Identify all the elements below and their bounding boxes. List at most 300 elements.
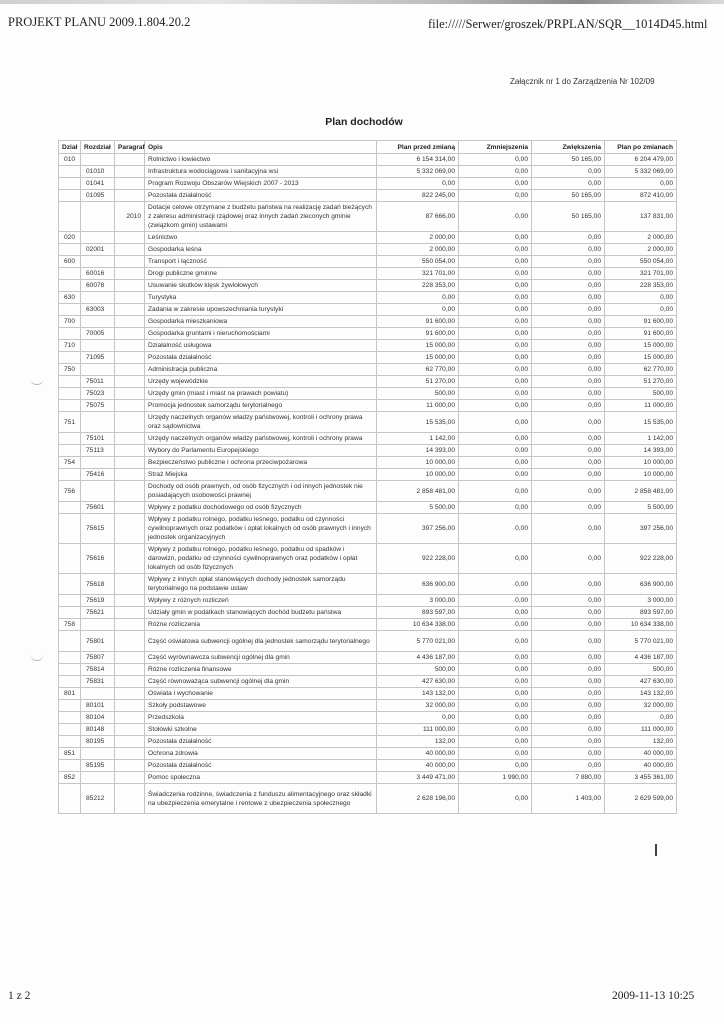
table-row <box>59 514 677 544</box>
cell-opis: Pozostała działalność <box>145 736 377 748</box>
cell-dzial <box>59 244 81 256</box>
table-row <box>59 676 677 688</box>
cell-paragraf <box>115 724 145 736</box>
cell-rozdzial: 80195 <box>81 736 115 748</box>
table-row <box>59 244 677 256</box>
cell-paragraf <box>115 688 145 700</box>
cell-zmniejszenia: 0,00 <box>459 607 532 619</box>
cell-zmniejszenia: 0,00 <box>459 631 532 652</box>
cell-opis: Urzędy naczelnych organów władzy państwowej, kontroli i ochrony prawa <box>145 433 377 445</box>
cell-plan-po: 5 500,00 <box>605 502 677 514</box>
print-header-url: file://///Serwer/groszek/PRPLAN/SQR__1014D45.html <box>428 17 708 31</box>
cell-zwiekszenia: 0,00 <box>532 166 605 178</box>
cell-dzial: 756 <box>59 481 81 502</box>
cell-plan-po: 3 000,00 <box>605 595 677 607</box>
cell-zmniejszenia: 0,00 <box>459 457 532 469</box>
cell-plan-po: 51 270,00 <box>605 376 677 388</box>
cell-paragraf <box>115 502 145 514</box>
cell-zwiekszenia: 0,00 <box>532 304 605 316</box>
cell-zwiekszenia: 0,00 <box>532 712 605 724</box>
cell-plan-po: 500,00 <box>605 664 677 676</box>
cell-dzial <box>59 784 81 814</box>
cell-zmniejszenia: 0,00 <box>459 445 532 457</box>
cell-opis: Dotacje celowe otrzymane z budżetu państwa na realizację zadań bieżących z zakresu administracji rządowej oraz innych zadań zleconych gminie (związkom gmin) ustawami <box>145 202 377 232</box>
cell-plan-po: 0,00 <box>605 292 677 304</box>
table-row <box>59 700 677 712</box>
table-row <box>59 457 677 469</box>
cell-plan-po: 4 436 187,00 <box>605 652 677 664</box>
punch-hole-mark <box>30 370 44 385</box>
table-row <box>59 748 677 760</box>
cell-zmniejszenia: 0,00 <box>459 712 532 724</box>
cell-opis: Oświata i wychowanie <box>145 688 377 700</box>
punch-hole-mark <box>30 646 44 661</box>
cell-zwiekszenia: 50 165,00 <box>532 202 605 232</box>
table-row <box>59 190 677 202</box>
cell-plan-przed: 91 600,00 <box>377 316 459 328</box>
cell-zmniejszenia: 0,00 <box>459 469 532 481</box>
cell-paragraf <box>115 544 145 574</box>
cell-rozdzial <box>81 412 115 433</box>
cell-opis: Turystyka <box>145 292 377 304</box>
cell-zmniejszenia: 0,00 <box>459 700 532 712</box>
cell-zmniejszenia: 0,00 <box>459 388 532 400</box>
cell-plan-przed: 11 000,00 <box>377 400 459 412</box>
cell-dzial: 852 <box>59 772 81 784</box>
table-row <box>59 631 677 652</box>
cell-opis: Gospodarka mieszkaniowa <box>145 316 377 328</box>
cell-plan-po: 228 353,00 <box>605 280 677 292</box>
cell-plan-po: 427 630,00 <box>605 676 677 688</box>
cell-paragraf <box>115 664 145 676</box>
cell-paragraf <box>115 190 145 202</box>
cell-plan-po: 397 256,00 <box>605 514 677 544</box>
table-row <box>59 652 677 664</box>
cell-zmniejszenia: 0,00 <box>459 244 532 256</box>
cell-opis: Różne rozliczenia finansowe <box>145 664 377 676</box>
print-datetime: 2009-11-13 10:25 <box>612 990 695 1002</box>
cell-rozdzial: 75101 <box>81 433 115 445</box>
cell-rozdzial <box>81 232 115 244</box>
cell-plan-po: 0,00 <box>605 712 677 724</box>
cell-zmniejszenia: 0,00 <box>459 340 532 352</box>
table-row <box>59 469 677 481</box>
cell-dzial <box>59 652 81 664</box>
cell-dzial <box>59 400 81 412</box>
cell-rozdzial <box>81 481 115 502</box>
cell-zmniejszenia: 0,00 <box>459 724 532 736</box>
cell-rozdzial <box>81 256 115 268</box>
cell-opis: Część oświatowa subwencji ogólnej dla jednostek samorządu terytorialnego <box>145 631 377 652</box>
cell-dzial <box>59 268 81 280</box>
cell-zwiekszenia: 0,00 <box>532 268 605 280</box>
cell-dzial: 758 <box>59 619 81 631</box>
cell-plan-po: 15 000,00 <box>605 352 677 364</box>
cell-dzial: 751 <box>59 412 81 433</box>
cell-plan-po: 5 332 069,00 <box>605 166 677 178</box>
cell-opis: Wybory do Parlamentu Europejskiego <box>145 445 377 457</box>
table-row <box>59 232 677 244</box>
cell-opis: Udziały gmin w podatkach stanowiących dochód budżetu państwa <box>145 607 377 619</box>
table-row <box>59 352 677 364</box>
cell-rozdzial: 75814 <box>81 664 115 676</box>
cell-paragraf <box>115 676 145 688</box>
cell-zmniejszenia: 0,00 <box>459 202 532 232</box>
cell-opis: Bezpieczeństwo publiczne i ochrona przeciwpożarowa <box>145 457 377 469</box>
cell-zwiekszenia: 0,00 <box>532 481 605 502</box>
cell-opis: Pomoc społeczna <box>145 772 377 784</box>
cell-plan-przed: 321 701,00 <box>377 268 459 280</box>
cell-zmniejszenia: 0,00 <box>459 784 532 814</box>
cell-paragraf: 2010 <box>115 202 145 232</box>
cell-rozdzial <box>81 688 115 700</box>
cell-dzial <box>59 700 81 712</box>
cell-rozdzial: 70005 <box>81 328 115 340</box>
cell-plan-przed: 822 245,00 <box>377 190 459 202</box>
cell-zmniejszenia: 0,00 <box>459 178 532 190</box>
cell-opis: Gospodarka gruntami i nieruchomościami <box>145 328 377 340</box>
cell-dzial <box>59 502 81 514</box>
cell-zwiekszenia: 0,00 <box>532 676 605 688</box>
cell-plan-po: 40 000,00 <box>605 760 677 772</box>
cell-zwiekszenia: 0,00 <box>532 688 605 700</box>
table-row <box>59 760 677 772</box>
cell-plan-przed: 14 393,00 <box>377 445 459 457</box>
cell-zmniejszenia: 0,00 <box>459 316 532 328</box>
cell-dzial <box>59 574 81 595</box>
cell-opis: Administracja publiczna <box>145 364 377 376</box>
cell-dzial: 710 <box>59 340 81 352</box>
cell-rozdzial: 75801 <box>81 631 115 652</box>
cell-rozdzial <box>81 154 115 166</box>
cell-plan-po: 872 410,00 <box>605 190 677 202</box>
cell-rozdzial: 80148 <box>81 724 115 736</box>
cell-zwiekszenia: 1 403,00 <box>532 784 605 814</box>
cell-rozdzial: 75807 <box>81 652 115 664</box>
cell-plan-przed: 5 332 069,00 <box>377 166 459 178</box>
cell-paragraf <box>115 772 145 784</box>
cell-plan-po: 10 000,00 <box>605 457 677 469</box>
cell-plan-przed: 10 000,00 <box>377 469 459 481</box>
cell-plan-przed: 15 000,00 <box>377 352 459 364</box>
cell-opis: Urzędy wojewódzkie <box>145 376 377 388</box>
cell-paragraf <box>115 166 145 178</box>
cell-zmniejszenia: 0,00 <box>459 304 532 316</box>
cell-plan-po: 3 455 361,00 <box>605 772 677 784</box>
cell-plan-przed: 228 353,00 <box>377 280 459 292</box>
cell-dzial: 600 <box>59 256 81 268</box>
cell-dzial <box>59 328 81 340</box>
cell-dzial <box>59 676 81 688</box>
cell-opis: Wpływy z podatku dochodowego od osób fizycznych <box>145 502 377 514</box>
cell-plan-przed: 5 500,00 <box>377 502 459 514</box>
cell-zwiekszenia: 0,00 <box>532 652 605 664</box>
cell-plan-po: 922 228,00 <box>605 544 677 574</box>
cell-zwiekszenia: 0,00 <box>532 664 605 676</box>
cell-zmniejszenia: 0,00 <box>459 400 532 412</box>
cell-paragraf <box>115 433 145 445</box>
cell-plan-po: 500,00 <box>605 388 677 400</box>
cell-opis: Urzędy naczelnych organów władzy państwowej, kontroli i ochrony prawa oraz sądownictwa <box>145 412 377 433</box>
cell-plan-przed: 2 858 481,00 <box>377 481 459 502</box>
table-row <box>59 364 677 376</box>
cell-paragraf <box>115 232 145 244</box>
cell-zwiekszenia: 50 165,00 <box>532 190 605 202</box>
table-body <box>59 154 677 814</box>
table-row <box>59 256 677 268</box>
cell-zmniejszenia: 0,00 <box>459 619 532 631</box>
cell-zwiekszenia: 50 165,00 <box>532 154 605 166</box>
table-row <box>59 736 677 748</box>
cell-zmniejszenia: 0,00 <box>459 688 532 700</box>
cell-zwiekszenia: 0,00 <box>532 412 605 433</box>
cell-rozdzial <box>81 340 115 352</box>
cell-opis: Wpływy z podatku rolnego, podatku leśnego, podatku od spadków i darowizn, podatku od czynności cywilnoprawnych oraz podatków i opłat lokalnych od osób fizycznych <box>145 544 377 574</box>
cell-plan-przed: 10 000,00 <box>377 457 459 469</box>
cell-paragraf <box>115 607 145 619</box>
cell-plan-przed: 1 142,00 <box>377 433 459 445</box>
table-row <box>59 724 677 736</box>
cell-zmniejszenia: 0,00 <box>459 328 532 340</box>
cell-dzial <box>59 595 81 607</box>
cell-opis: Zadania w zakresie upowszechniania turystyki <box>145 304 377 316</box>
cell-plan-przed: 0,00 <box>377 712 459 724</box>
cell-plan-po: 5 770 021,00 <box>605 631 677 652</box>
cell-rozdzial <box>81 292 115 304</box>
table-row <box>59 712 677 724</box>
cell-plan-przed: 15 000,00 <box>377 340 459 352</box>
cell-rozdzial: 75601 <box>81 502 115 514</box>
cell-dzial <box>59 166 81 178</box>
table-row <box>59 772 677 784</box>
cell-plan-przed: 2 000,00 <box>377 232 459 244</box>
col-header-opis: Opis <box>145 141 377 154</box>
cell-dzial: 754 <box>59 457 81 469</box>
cell-rozdzial: 60078 <box>81 280 115 292</box>
cell-zmniejszenia: 0,00 <box>459 352 532 364</box>
table-row <box>59 388 677 400</box>
table-row <box>59 328 677 340</box>
cell-zmniejszenia: 0,00 <box>459 652 532 664</box>
cell-paragraf <box>115 268 145 280</box>
income-plan-table-wrapper <box>58 140 673 814</box>
cell-plan-po: 111 000,00 <box>605 724 677 736</box>
cell-dzial <box>59 724 81 736</box>
cell-plan-po: 10 634 338,00 <box>605 619 677 631</box>
cell-paragraf <box>115 712 145 724</box>
table-row <box>59 544 677 574</box>
col-header-zmniejszenia: Zmniejszenia <box>459 141 532 154</box>
cell-paragraf <box>115 736 145 748</box>
print-header-title: PROJEKT PLANU 2009.1.804.20.2 <box>8 15 191 29</box>
cell-zwiekszenia: 0,00 <box>532 244 605 256</box>
cell-rozdzial <box>81 457 115 469</box>
cell-opis: Część równoważąca subwencji ogólnej dla gmin <box>145 676 377 688</box>
cell-dzial <box>59 178 81 190</box>
col-header-dzial: Dział <box>59 141 81 154</box>
cell-paragraf <box>115 256 145 268</box>
page-title-text: Plan dochodów <box>325 116 403 128</box>
cell-paragraf <box>115 340 145 352</box>
cell-zwiekszenia: 0,00 <box>532 574 605 595</box>
cell-zmniejszenia: 0,00 <box>459 268 532 280</box>
table-row <box>59 316 677 328</box>
cell-zwiekszenia: 0,00 <box>532 724 605 736</box>
cell-opis: Wpływy z podatku rolnego, podatku leśnego, podatku od czynności cywilnoprawnych oraz podatków i opłat lokalnych od osób prawnych i innych jednostek organizacyjnych <box>145 514 377 544</box>
cell-opis: Urzędy gmin (miast i miast na prawach powiatu) <box>145 388 377 400</box>
cell-plan-po: 62 770,00 <box>605 364 677 376</box>
cell-rozdzial: 75616 <box>81 544 115 574</box>
cell-rozdzial: 85212 <box>81 784 115 814</box>
cell-dzial: 020 <box>59 232 81 244</box>
cell-plan-przed: 893 597,00 <box>377 607 459 619</box>
cell-dzial <box>59 352 81 364</box>
cell-dzial: 851 <box>59 748 81 760</box>
cell-zwiekszenia: 0,00 <box>532 469 605 481</box>
table-row <box>59 688 677 700</box>
cell-zwiekszenia: 0,00 <box>532 631 605 652</box>
cell-plan-po: 2 629 599,00 <box>605 784 677 814</box>
cell-paragraf <box>115 328 145 340</box>
cell-plan-przed: 2 628 196,00 <box>377 784 459 814</box>
cell-plan-po: 10 000,00 <box>605 469 677 481</box>
cell-plan-przed: 922 228,00 <box>377 544 459 574</box>
cell-zwiekszenia: 0,00 <box>532 607 605 619</box>
col-header-paragraf: Paragraf <box>115 141 145 154</box>
cell-dzial <box>59 607 81 619</box>
cell-zmniejszenia: 0,00 <box>459 280 532 292</box>
cell-plan-po: 321 701,00 <box>605 268 677 280</box>
table-row <box>59 340 677 352</box>
cell-plan-po: 893 597,00 <box>605 607 677 619</box>
cell-paragraf <box>115 760 145 772</box>
cell-zwiekszenia: 0,00 <box>532 340 605 352</box>
cell-zmniejszenia: 0,00 <box>459 748 532 760</box>
cell-opis: Szkoły podstawowe <box>145 700 377 712</box>
cell-rozdzial <box>81 619 115 631</box>
cell-zmniejszenia: 0,00 <box>459 154 532 166</box>
cell-plan-po: 137 831,00 <box>605 202 677 232</box>
table-row <box>59 412 677 433</box>
table-row <box>59 292 677 304</box>
cell-rozdzial: 80101 <box>81 700 115 712</box>
cell-opis: Program Rozwoju Obszarów Wiejskich 2007 - 2013 <box>145 178 377 190</box>
cell-opis: Wpływy z różnych rozliczeń <box>145 595 377 607</box>
cell-paragraf <box>115 514 145 544</box>
cell-dzial: 801 <box>59 688 81 700</box>
cell-rozdzial <box>81 202 115 232</box>
cell-rozdzial: 01010 <box>81 166 115 178</box>
cell-paragraf <box>115 400 145 412</box>
cell-paragraf <box>115 280 145 292</box>
cell-rozdzial: 75618 <box>81 574 115 595</box>
cell-rozdzial: 75023 <box>81 388 115 400</box>
cell-zmniejszenia: 0,00 <box>459 256 532 268</box>
cell-paragraf <box>115 457 145 469</box>
cell-zwiekszenia: 0,00 <box>532 736 605 748</box>
cell-dzial: 010 <box>59 154 81 166</box>
cell-plan-przed: 5 770 021,00 <box>377 631 459 652</box>
cell-paragraf <box>115 469 145 481</box>
cell-dzial: 700 <box>59 316 81 328</box>
cell-opis: Gospodarka leśna <box>145 244 377 256</box>
cell-paragraf <box>115 748 145 760</box>
cell-plan-po: 14 393,00 <box>605 445 677 457</box>
cell-plan-po: 91 600,00 <box>605 328 677 340</box>
table-row <box>59 595 677 607</box>
cell-plan-przed: 3 449 471,00 <box>377 772 459 784</box>
cell-plan-przed: 10 634 338,00 <box>377 619 459 631</box>
table-row <box>59 445 677 457</box>
table-row <box>59 574 677 595</box>
cell-opis: Rolnictwo i łowiectwo <box>145 154 377 166</box>
cell-opis: Działalność usługowa <box>145 340 377 352</box>
cell-zwiekszenia: 0,00 <box>532 178 605 190</box>
cell-dzial <box>59 433 81 445</box>
cell-plan-przed: 51 270,00 <box>377 376 459 388</box>
cell-plan-przed: 427 630,00 <box>377 676 459 688</box>
cell-zwiekszenia: 0,00 <box>532 256 605 268</box>
cell-zwiekszenia: 0,00 <box>532 595 605 607</box>
cell-dzial: 630 <box>59 292 81 304</box>
cell-zwiekszenia: 0,00 <box>532 433 605 445</box>
table-row <box>59 664 677 676</box>
cell-plan-przed: 636 900,00 <box>377 574 459 595</box>
cell-opis: Usuwanie skutków klęsk żywiołowych <box>145 280 377 292</box>
cell-paragraf <box>115 595 145 607</box>
cell-rozdzial: 75619 <box>81 595 115 607</box>
cell-zmniejszenia: 1 990,00 <box>459 772 532 784</box>
cell-plan-po: 0,00 <box>605 178 677 190</box>
cell-opis: Część wyrównawcza subwencji ogólnej dla gmin <box>145 652 377 664</box>
cell-rozdzial: 63003 <box>81 304 115 316</box>
cell-zwiekszenia: 0,00 <box>532 502 605 514</box>
cell-zmniejszenia: 0,00 <box>459 376 532 388</box>
col-header-zwiekszenia: Zwiększenia <box>532 141 605 154</box>
cell-plan-przed: 500,00 <box>377 388 459 400</box>
cell-plan-przed: 500,00 <box>377 664 459 676</box>
col-header-rozdzial: Rozdział <box>81 141 115 154</box>
cell-plan-przed: 15 535,00 <box>377 412 459 433</box>
cell-zwiekszenia: 0,00 <box>532 376 605 388</box>
page-number: 1 z 2 <box>8 990 31 1002</box>
cell-zwiekszenia: 0,00 <box>532 457 605 469</box>
cell-dzial <box>59 514 81 544</box>
cell-zmniejszenia: 0,00 <box>459 412 532 433</box>
cell-opis: Różne rozliczenia <box>145 619 377 631</box>
cell-zmniejszenia: 0,00 <box>459 664 532 676</box>
scan-edge-band <box>0 0 724 4</box>
cell-plan-przed: 91 600,00 <box>377 328 459 340</box>
cell-paragraf <box>115 364 145 376</box>
cell-zmniejszenia: 0,00 <box>459 595 532 607</box>
cell-plan-po: 132,00 <box>605 736 677 748</box>
cell-zwiekszenia: 0,00 <box>532 700 605 712</box>
income-plan-table <box>58 140 677 814</box>
table-row <box>59 376 677 388</box>
cell-zmniejszenia: 0,00 <box>459 232 532 244</box>
cell-plan-przed: 32 000,00 <box>377 700 459 712</box>
table-row <box>59 202 677 232</box>
cell-paragraf <box>115 445 145 457</box>
cell-plan-po: 15 000,00 <box>605 340 677 352</box>
cell-zwiekszenia: 0,00 <box>532 748 605 760</box>
cell-opis: Pozostała działalność <box>145 352 377 364</box>
cell-plan-przed: 87 666,00 <box>377 202 459 232</box>
cell-plan-po: 2 000,00 <box>605 244 677 256</box>
cell-plan-przed: 132,00 <box>377 736 459 748</box>
cell-plan-po: 40 000,00 <box>605 748 677 760</box>
